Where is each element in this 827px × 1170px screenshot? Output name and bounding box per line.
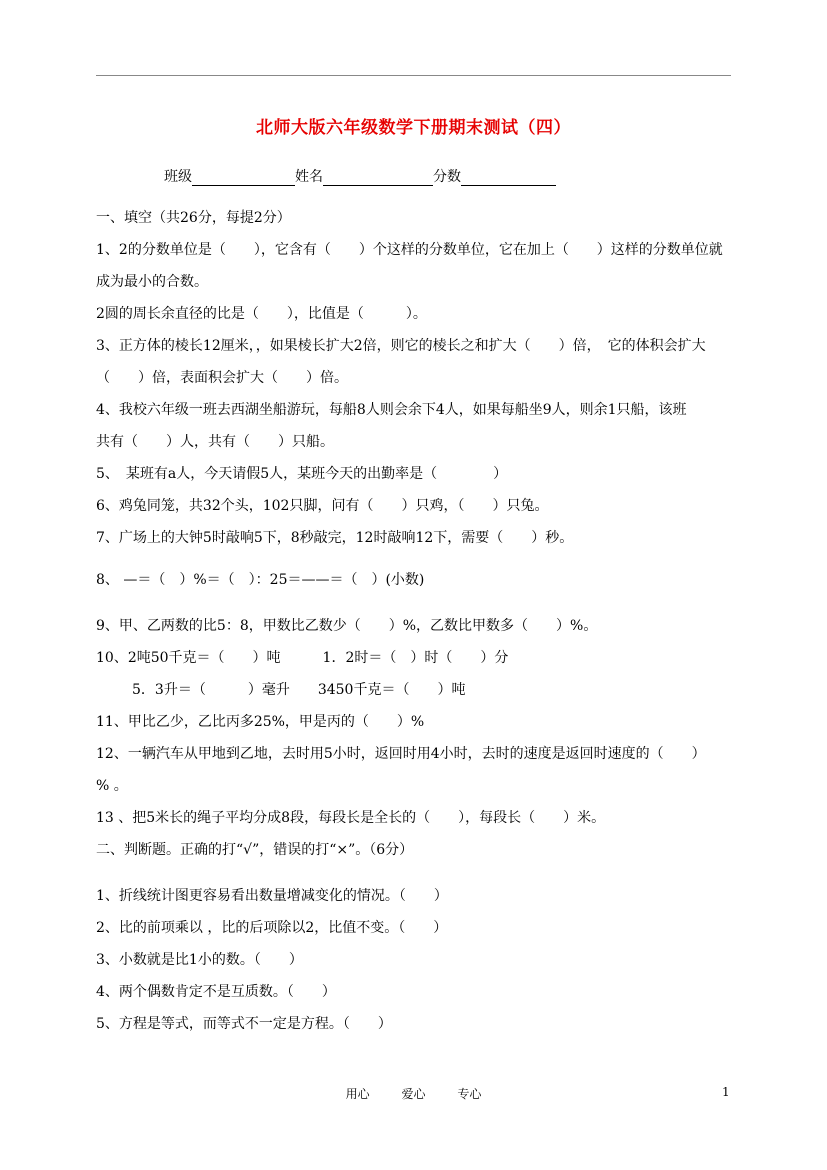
question-line: 6、鸡兔同笼，共32个头，102只脚，问有（ ）只鸡，（ ）只兔。 (96, 498, 549, 514)
question-line: 9、甲、乙两数的比5：8，甲数比乙数少（ ）%，乙数比甲数多（ ）%。 (96, 618, 598, 634)
footer-item: 爱心 (401, 1087, 426, 1101)
student-info-row (164, 166, 556, 186)
question-line: 1、折线统计图更容易看出数量增减变化的情况。（ ） (96, 888, 448, 904)
question-line: 12、一辆汽车从甲地到乙地，去时用5小时，返回时用4小时，去时的速度是返回时速度的（ ） (96, 746, 706, 762)
header-rule (96, 75, 731, 76)
page-number: 1 (722, 1085, 730, 1099)
class-label: 班级 (164, 169, 192, 185)
footer-item: 用心 (345, 1087, 370, 1101)
question-line: 成为最小的合数。 (96, 274, 208, 290)
question-line: 3、小数就是比1小的数。（ ） (96, 952, 303, 968)
question-line: 3、正方体的棱长12厘米，，如果棱长扩大2倍，则它的棱长之和扩大（ ）倍， 它的体积会扩大 (96, 338, 706, 354)
question-line: 5．3升＝（ ）毫升 3450千克＝（ ）吨 (132, 682, 466, 698)
question-line: 5、方程是等式，而等式不一定是方程。（ ） (96, 1016, 392, 1032)
question-line: 8、 —＝（ ）%＝（ ）：25＝——＝（ ）(小数) (96, 572, 425, 588)
name-blank[interactable] (323, 169, 433, 186)
section-heading-true-false: 二、判断题。正确的打“√”，错误的打“×”。（6分） (96, 842, 414, 858)
class-blank[interactable] (192, 169, 295, 186)
exam-content (96, 202, 736, 1040)
page-title: 北师大版六年级数学下册期末测试（四） (256, 118, 571, 138)
question-line: 7、广场上的大钟5时敲响5下，8秒敲完，12时敲响12下，需要（ ）秒。 (96, 530, 574, 546)
question-line: 2、比的前项乘以 ，比的后项除以2，比值不变。（ ） (96, 920, 448, 936)
score-label: 分数 (433, 169, 461, 185)
question-line: 4、我校六年级一班去西湖坐船游玩，每船8人则会余下4人，如果每船坐9人，则余1只船，该班 (96, 402, 687, 418)
question-line: 共有（ ）人，共有（ ）只船。 (96, 434, 334, 450)
question-line: 1、2的分数单位是（ ），它含有（ ）个这样的分数单位，它在加上（ ）这样的分数单位就 (96, 242, 723, 258)
question-line: 4、两个偶数肯定不是互质数。（ ） (96, 984, 336, 1000)
question-line: 13 、把5米长的绳子平均分成8段，每段长是全长的（ ），每段长（ ）米。 (96, 810, 606, 826)
score-blank[interactable] (461, 169, 556, 186)
question-line: 10、2吨50千克＝（ ）吨 1．2时＝（ ）时（ ）分 (96, 650, 509, 666)
question-line: 11、甲比乙少，乙比丙多25%，甲是丙的（ ）% (96, 714, 425, 730)
question-line: 2圆的周长余直径的比是（ ），比值是（ ）。 (96, 306, 427, 322)
section-heading-fill-blank: 一、填空（共26分，每提2分） (96, 210, 291, 226)
question-line: （ ）倍，表面积会扩大（ ）倍。 (96, 370, 348, 386)
footer-item: 专心 (457, 1087, 482, 1101)
name-label: 姓名 (295, 169, 323, 185)
page-footer (0, 1085, 827, 1102)
question-line: 5、 某班有a人，今天请假5人，某班今天的出勤率是（ ） (96, 466, 508, 482)
question-line: % 。 (96, 778, 128, 794)
